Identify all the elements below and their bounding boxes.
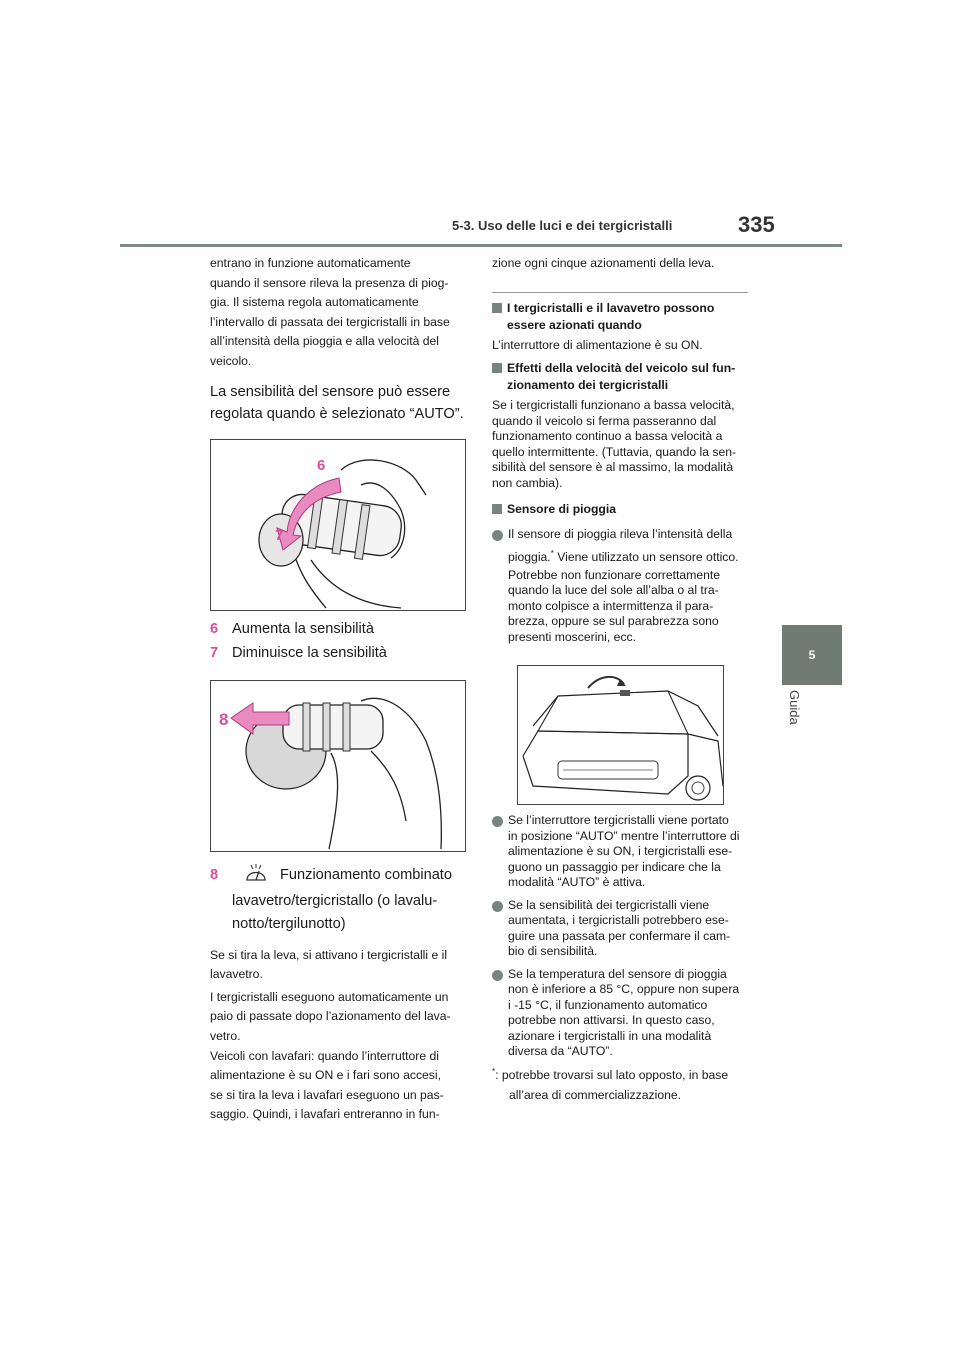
washer-description: Se si tira la leva, si attivano i tergicristalli e il lavavetro. I tergicristalli eseguono automaticamente un paio di passate dopo l’azionamento del lava- vetro. Veicoli con lavafari: quando l’interruttore di alimentazione è su ON e i fari sono accesi, se si tira la leva i lavafari eseguono un pas- saggio. Quindi, i lavafari entreranno in fun- [210,947,451,1122]
chapter-label: Guida [787,690,802,725]
section-rain-sensor: Sensore di pioggia Il sensore di pioggia rileva l’intensità della pioggia.* Viene utilizzato un sensore ottico. Potrebbe non funzionare correttamente quando la luce del sole all’alba o al tra- monto colpisce a intermittenza il para- brezza, oppure se sul parabrezza sono presenti moscerini, ecc. Se l’interruttore tergicristalli viene portato in posizione “AUTO” mentre l’interruttore di alimentazione è su ON, i tergicristalli ese- guono un passaggio per indicare che la modalità “AUTO” è attiva. Se la sensibilità dei tergicristalli viene aumentata, i tergicristalli potrebbero ese- guire una passata per confermare il cam- bio di sensibilità. Se la temperatura del sensore di pioggia non è inferiore a 85 °C, oppure non supera i -15 °C, il funzionamento automatico potrebbe non attivarsi. In questo caso, azionare i tergicristalli in una modalità diversa da “AUTO”. *: potrebbe trovarsi sul lato opposto, in base all’area di commercializzazione. [492,501,754,1105]
square-bullet-icon [492,504,502,514]
page-number: 335 [738,212,775,237]
list-item: Se la temperatura del sensore di pioggia non è inferiore a 85 °C, oppure non supera i -15 °C, il funzionamento automatico potrebbe non attivarsi. In questo caso, azionare i tergicristalli in una modalità diversa da “AUTO”. [492,967,754,1060]
list-item: Se la sensibilità dei tergicristalli viene aumentata, i tergicristalli potrebbero ese- guire una passata per confermare il cam- bio di sensibilità. [492,898,754,960]
round-bullet-icon [492,970,503,981]
label-washer: 8 [219,709,229,729]
sensitivity-items [210,617,472,665]
washer-figure [210,680,466,852]
header-rule [120,244,842,247]
round-bullet-icon [492,901,503,912]
list-item: 7 Diminuisce la sensibilità [210,644,387,661]
rain-sensor-figure [517,665,724,805]
list-item: 8 Funzionamento combinato [210,864,472,890]
footnote: *: potrebbe trovarsi sul lato opposto, in base all’area di commercializzazione. [492,1066,729,1102]
section-divider [492,292,748,293]
lever-pull-illustration [211,681,465,851]
round-bullet-icon [492,530,503,541]
right-column: zione ogni cinque azionamenti della leva. I tergicristalli e il lavavetro possono essere azionati quando L’interruttore di alimentazione è su ON. Effetti della velocità del veicolo sul fun- zionamento dei tergicristalli Se i tergicristalli funzionano a bassa velocità, quando il veicolo si ferma passeranno dal funzionamento continuo a bassa velocità a quello intermittente. (Tuttavia, quando la sen- sibilità del sensore è al massimo, la modalità non cambia). Sensore di pioggia Il sensore di pioggia rileva l’intensità della pioggia.* Viene utilizzato un sensore ottico. Potrebbe non funzionare correttamente quando la luce del sole all’alba o al tra- monto colpisce a intermittenza il para- brezza, oppure se sul parabrezza sono presenti moscerini, ecc. Se l’interruttore tergicristalli viene portato in posizione “AUTO” mentre l’interruttore di alimentazione è su ON, i tergicristalli ese- guono un passaggio per indicare che la modalità “AUTO” è attiva. Se la sensibilità dei tergicristalli viene aumentata, i tergicristalli potrebbero ese- guire una passata per confermare il cam- bio di sensibilità. Se la temperatura del sensore di pioggia non è inferiore a 85 °C, oppure non supera i -15 °C, il funzionamento automatico potrebbe non attivarsi. In questo caso, azionare i tergicristalli in una modalità diversa da “AUTO”. *: potrebbe trovarsi sul lato opposto, in base all’area di commercializzazione. [492,254,754,1105]
sensitivity-figure [210,439,466,611]
sensitivity-note: La sensibilità del sensore può essere regolata quando è selezionato “AUTO”. [210,383,464,422]
list-item: 6 Aumenta la sensibilità [210,620,374,637]
left-column [210,254,472,1125]
intro-paragraph: entrano in funzione automaticamente quando il sensore rileva la presenza di piog- gia. Il sistema regola automaticamente l’intervallo di passata dei tergicristalli in base all’intensità della pioggia e alla velocità del veicolo. [210,256,450,368]
chapter-tab[interactable] [782,625,842,685]
chapter-number: 5 [808,648,816,662]
list-item: Se l’interruttore tergicristalli viene portato in posizione “AUTO” mentre l’interruttore di alimentazione è su ON, i tergicristalli ese- guono un passaggio per indicare che la modalità “AUTO” è attiva. [492,813,754,891]
windshield-sensor-illustration [518,666,723,804]
label-increase: 6 [317,456,326,474]
label-decrease: 7 [275,526,284,544]
section-speed-effects: Effetti della velocità del veicolo sul fun- zionamento dei tergicristalli Se i tergicristalli funzionano a bassa velocità, quando il veicolo si ferma passeranno dal funzionamento continuo a bassa velocità a quello intermittente. (Tuttavia, quando la sen- sibilità del sensore è al massimo, la modalità non cambia). [492,361,737,490]
section-title: 5-3. Uso delle luci e dei tergicristalli [452,218,673,233]
section-operable: I tergicristalli e il lavavetro possono essere azionati quando L’interruttore di alimentazione è su ON. [492,300,715,352]
lever-sensitivity-illustration [211,440,465,610]
round-bullet-icon [492,816,503,827]
list-item: Il sensore di pioggia rileva l’intensità della pioggia.* Viene utilizzato un sensore ottico. Potrebbe non funzionare correttamente quando la luce del sole all’alba o al tra- monto colpisce a intermittenza il para- brezza, oppure se sul parabrezza sono presenti moscerini, ecc. [492,527,754,645]
washer-icon [232,864,280,890]
square-bullet-icon [492,363,502,373]
washer-item: 8 Funzionamento combinato lavavetro/tergicristallo (o lavalu- notto/tergilunotto) [210,864,472,936]
square-bullet-icon [492,303,502,313]
